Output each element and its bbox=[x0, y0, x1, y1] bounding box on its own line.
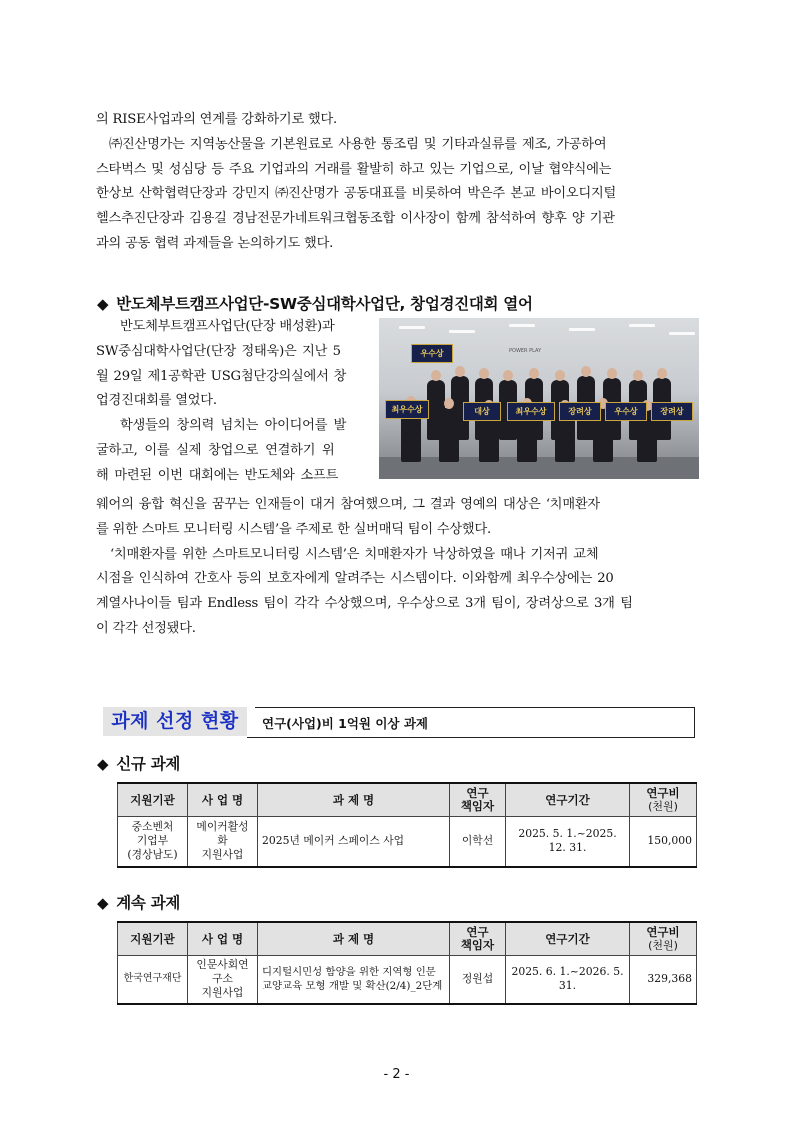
cell-text: 기업부 bbox=[136, 834, 169, 848]
table-row bbox=[118, 956, 697, 1004]
continuing-projects-heading-text: 계속 과제 bbox=[116, 894, 181, 912]
cell-researcher: 정원섭 bbox=[450, 956, 506, 1004]
person-head bbox=[529, 368, 539, 379]
text-line: 과의 공동 협력 과제들을 논의하기도 했다. bbox=[96, 235, 334, 251]
text-line: 업경진대회를 열었다. bbox=[96, 393, 217, 409]
person-head bbox=[455, 366, 465, 377]
section-divider bbox=[694, 707, 695, 738]
table-header-row bbox=[118, 922, 697, 956]
table-header-row bbox=[118, 783, 697, 817]
ceiling-light bbox=[449, 330, 475, 333]
cell-researcher: 이학선 bbox=[450, 817, 506, 867]
page-number: - 2 - bbox=[383, 1067, 410, 1082]
award-banner: 우수상 bbox=[411, 344, 453, 363]
cell-period: 2025. 6. 1.~2026. 5. 31. bbox=[506, 956, 630, 1004]
person-head bbox=[555, 370, 565, 381]
header-text: 연구비 bbox=[646, 786, 680, 800]
person-head bbox=[633, 370, 643, 381]
section-divider bbox=[255, 707, 695, 708]
news-full-paragraph bbox=[96, 493, 696, 642]
section-subtitle: 연구(사업)비 1억원 이상 과제 bbox=[262, 716, 429, 731]
col-header-agency: 지원기관 bbox=[118, 922, 188, 956]
header-text: 연구 bbox=[466, 925, 489, 939]
cell-text: 디지털시민성 함양을 위한 지역형 인문 bbox=[262, 966, 436, 979]
col-header-researcher bbox=[450, 783, 506, 817]
screen-text: POWER PLAY bbox=[509, 348, 542, 354]
award-banner: 장려상 bbox=[651, 402, 693, 421]
text-line: SW중심대학사업단(단장 정태욱)은 지난 5 bbox=[96, 343, 341, 359]
col-header-period: 연구기간 bbox=[506, 922, 630, 956]
cell-agency bbox=[118, 817, 188, 867]
person-head bbox=[431, 370, 441, 381]
new-projects-heading-text: 신규 과제 bbox=[116, 755, 181, 773]
person bbox=[439, 408, 459, 462]
news-heading bbox=[97, 292, 533, 314]
text-line: 스타벅스 및 성심당 등 주요 기업과의 거래를 활발히 하고 있는 기업으로, 이날 협약식에는 bbox=[96, 161, 612, 177]
col-header-program: 사 업 명 bbox=[188, 783, 258, 817]
col-header-project: 과 제 명 bbox=[258, 783, 450, 817]
text-line: 웨어의 융합 혁신을 꿈꾸는 인재들이 대거 참여했으며, 그 결과 영예의 대상은 ‘치매환자 bbox=[96, 497, 600, 512]
text-line: ‘치매환자를 위한 스마트모니터링 시스템’은 치매환자가 낙상하였을 때나 기저귀 교체 bbox=[110, 546, 599, 562]
text-line: 해 마련된 이번 대회에는 반도체와 소프트 bbox=[96, 467, 339, 483]
col-header-budget bbox=[630, 783, 697, 817]
person-head bbox=[607, 368, 617, 379]
text-line: 이 각각 선정됐다. bbox=[96, 620, 196, 636]
person-head bbox=[581, 366, 591, 377]
new-projects-table bbox=[117, 782, 697, 868]
cell-text: 메이커활성화 bbox=[196, 820, 249, 848]
col-header-agency: 지원기관 bbox=[118, 783, 188, 817]
text-line: 헬스추진단장과 김용길 경남전문가네트워크협동조합 이사장이 함께 참석하여 향후 양 기관 bbox=[96, 211, 615, 227]
intro-paragraph bbox=[96, 108, 696, 257]
ceiling-light bbox=[509, 324, 535, 327]
ceiling-light bbox=[399, 326, 425, 329]
cell-text: 교양교육 모형 개발 및 확산(2/4)_2단계 bbox=[262, 980, 443, 993]
col-header-budget bbox=[630, 922, 697, 956]
ceiling-light bbox=[569, 328, 595, 331]
award-banner: 대상 bbox=[463, 402, 501, 421]
section-title: 과제 선정 현황 bbox=[103, 707, 247, 736]
text-line: ㈜진산명가는 지역농산물을 기본원료로 사용한 통조림 및 기타과실류를 제조, 가공하여 bbox=[109, 136, 607, 152]
col-header-period: 연구기간 bbox=[506, 783, 630, 817]
table-row bbox=[118, 817, 697, 867]
cell-text: (경상남도) bbox=[127, 848, 178, 862]
person-head bbox=[479, 368, 489, 379]
ceiling-light bbox=[629, 324, 655, 327]
col-header-program: 사 업 명 bbox=[188, 922, 258, 956]
text-line: 반도체부트캠프사업단(단장 배성환)과 bbox=[120, 319, 335, 334]
cell-text: 중소벤처 bbox=[131, 820, 174, 834]
news-heading-text: 반도체부트캠프사업단-SW중심대학사업단, 창업경진대회 열어 bbox=[116, 295, 533, 313]
award-banner: 최우수상 bbox=[507, 402, 555, 421]
new-projects-heading bbox=[97, 752, 180, 774]
cell-program bbox=[188, 956, 258, 1004]
col-header-project: 과 제 명 bbox=[258, 922, 450, 956]
award-banner: 우수상 bbox=[605, 402, 647, 421]
header-unit: (천원) bbox=[648, 939, 678, 952]
diamond-bullet-icon: ◆ bbox=[97, 295, 109, 313]
cell-budget: 329,368 bbox=[630, 956, 697, 1004]
header-text: 연구비 bbox=[646, 925, 680, 939]
header-text: 연구 bbox=[466, 786, 489, 800]
text-line: 계열사나이들 팀과 Endless 팀이 각각 수상했으며, 우수상으로 3개 팀이, 장려상으로 3개 팀 bbox=[96, 596, 633, 612]
ceiling-light bbox=[669, 332, 695, 335]
cell-period: 2025. 5. 1.~2025. 12. 31. bbox=[506, 817, 630, 867]
continuing-projects-heading bbox=[97, 891, 180, 913]
text-line: 학생들의 창의력 넘치는 아이디어를 발 bbox=[120, 418, 347, 434]
text-line: 를 위한 스마트 모니터링 시스템’을 주제로 한 실버매딕 팀이 수상했다. bbox=[96, 521, 492, 537]
cell-text: 지원사업 bbox=[201, 986, 244, 1000]
header-text: 책임자 bbox=[460, 799, 495, 813]
cell-project bbox=[258, 956, 450, 1004]
col-header-researcher bbox=[450, 922, 506, 956]
section-divider bbox=[247, 737, 695, 738]
cell-budget: 150,000 bbox=[630, 817, 697, 867]
diamond-bullet-icon: ◆ bbox=[97, 894, 109, 912]
text-line: 월 29일 제1공학관 USG첨단강의실에서 창 bbox=[96, 368, 347, 384]
cell-text: 지원사업 bbox=[201, 848, 244, 862]
award-banner: 장려상 bbox=[559, 402, 601, 421]
person-head bbox=[657, 368, 667, 379]
person-head bbox=[444, 398, 454, 409]
text-line: 의 RISE사업과의 연계를 강화하기로 했다. bbox=[96, 112, 338, 127]
cell-agency bbox=[118, 956, 188, 1004]
text-line: 시점을 인식하여 간호사 등의 보호자에게 알려주는 시스템이다. 이와함께 최우수상에는 20 bbox=[96, 571, 614, 587]
header-unit: (천원) bbox=[648, 800, 678, 813]
cell-text: 인문사회연구소 bbox=[196, 958, 249, 986]
cell-project: 2025년 메이커 스페이스 사업 bbox=[258, 817, 450, 867]
cell-text: 한국연구재단 bbox=[123, 973, 182, 985]
diamond-bullet-icon: ◆ bbox=[97, 755, 109, 773]
cell-program bbox=[188, 817, 258, 867]
text-line: 굴하고, 이를 실제 창업으로 연결하기 위 bbox=[96, 442, 335, 458]
header-text: 책임자 bbox=[460, 938, 495, 952]
news-side-paragraph bbox=[96, 315, 376, 489]
award-group-photo bbox=[379, 318, 699, 479]
continuing-projects-table bbox=[117, 921, 697, 1005]
person-head bbox=[503, 370, 513, 381]
text-line: 한상보 산학협력단장과 강민지 ㈜진산명가 공동대표를 비롯하여 박은주 본교 바이오디지털 bbox=[96, 186, 617, 202]
award-banner: 최우수상 bbox=[385, 400, 429, 419]
